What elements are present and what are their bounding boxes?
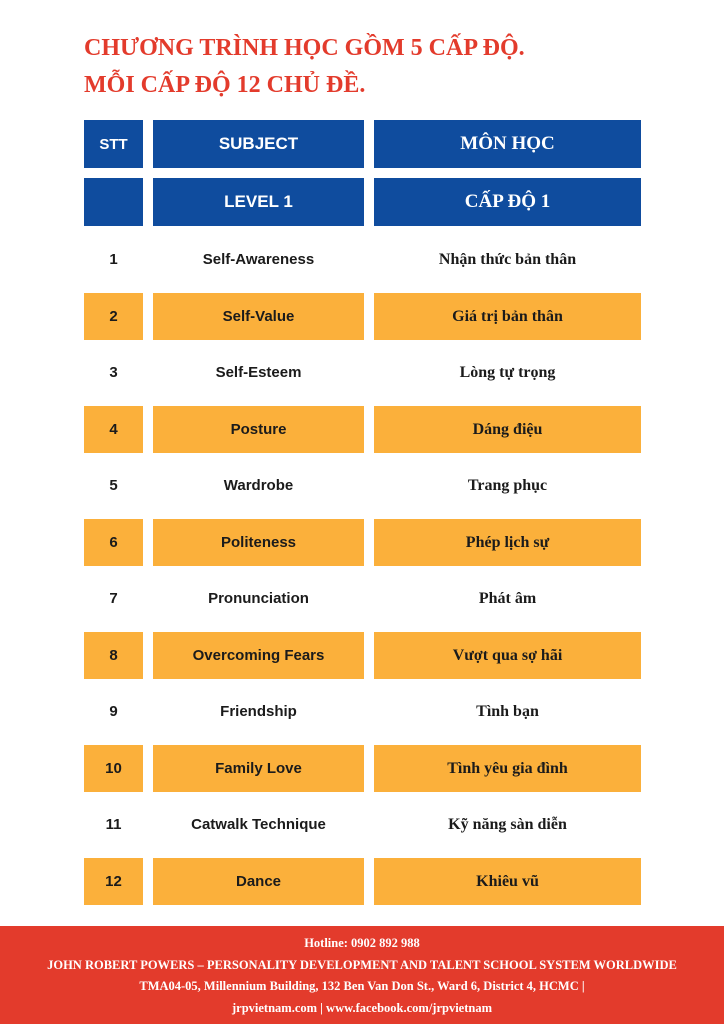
row-number: 9 [109,703,118,720]
row-subject-vn: Lòng tự trọng [459,363,556,381]
header-mon-hoc: MÔN HỌC [374,120,641,168]
row-subject: Friendship [220,703,297,720]
header-stt: STT [84,120,143,168]
row-subject: Self-Esteem [215,364,302,381]
row-number: 5 [109,477,118,494]
footer [0,926,724,1024]
row-subject: Family Love [153,745,364,792]
row-subject-vn: Khiêu vũ [374,858,641,905]
row-subject: Dance [153,858,364,905]
level-label-vn: CẤP ĐỘ 1 [374,178,641,226]
row-number: 12 [84,858,143,905]
row-subject-vn: Dáng điệu [374,406,641,453]
row-subject: Self-Value [153,293,364,340]
row-number: 7 [109,590,118,607]
row-subject-vn: Tình yêu gia đình [374,745,641,792]
row-subject-vn: Trang phục [467,476,548,494]
row-number: 8 [84,632,143,679]
level-stt [84,178,143,226]
row-subject: Wardrobe [223,477,294,494]
footer-address: TMA04-05, Millennium Building, 132 Ben Van Don St., Ward 6, District 4, HCMC | [139,979,585,993]
page-title [84,30,684,104]
title-line-1: CHƯƠNG TRÌNH HỌC GỒM 5 CẤP ĐỘ. [84,35,525,61]
row-subject-vn: Giá trị bản thân [374,293,641,340]
row-subject-vn: Phép lịch sự [374,519,641,566]
footer-organization: JOHN ROBERT POWERS – PERSONALITY DEVELOPMENT AND TALENT SCHOOL SYSTEM WORLDWIDE [47,957,677,972]
row-number: 1 [109,251,118,268]
row-subject: Catwalk Technique [191,816,326,833]
row-number: 11 [105,816,122,833]
row-subject-vn: Nhận thức bản thân [438,250,577,268]
row-subject: Posture [153,406,364,453]
row-subject: Overcoming Fears [153,632,364,679]
row-number: 10 [84,745,143,792]
footer-hotline: Hotline: 0902 892 988 [304,936,420,950]
row-subject: Self-Awareness [202,251,315,268]
title-line-2: MỖI CẤP ĐỘ 12 CHỦ ĐỀ. [84,72,366,98]
footer-links: jrpvietnam.com | www.facebook.com/jrpvietnam [232,1000,492,1015]
row-subject-vn: Vượt qua sợ hãi [374,632,641,679]
header-subject: SUBJECT [153,120,364,168]
row-number: 2 [84,293,143,340]
row-subject-vn: Phát âm [478,589,537,607]
row-subject: Pronunciation [208,590,309,607]
row-subject-vn: Kỹ năng sàn diễn [448,815,567,833]
row-subject-vn: Tình bạn [476,702,539,720]
row-subject: Politeness [153,519,364,566]
row-number: 4 [84,406,143,453]
row-number: 6 [84,519,143,566]
row-number: 3 [109,364,118,381]
level-label: LEVEL 1 [153,178,364,226]
